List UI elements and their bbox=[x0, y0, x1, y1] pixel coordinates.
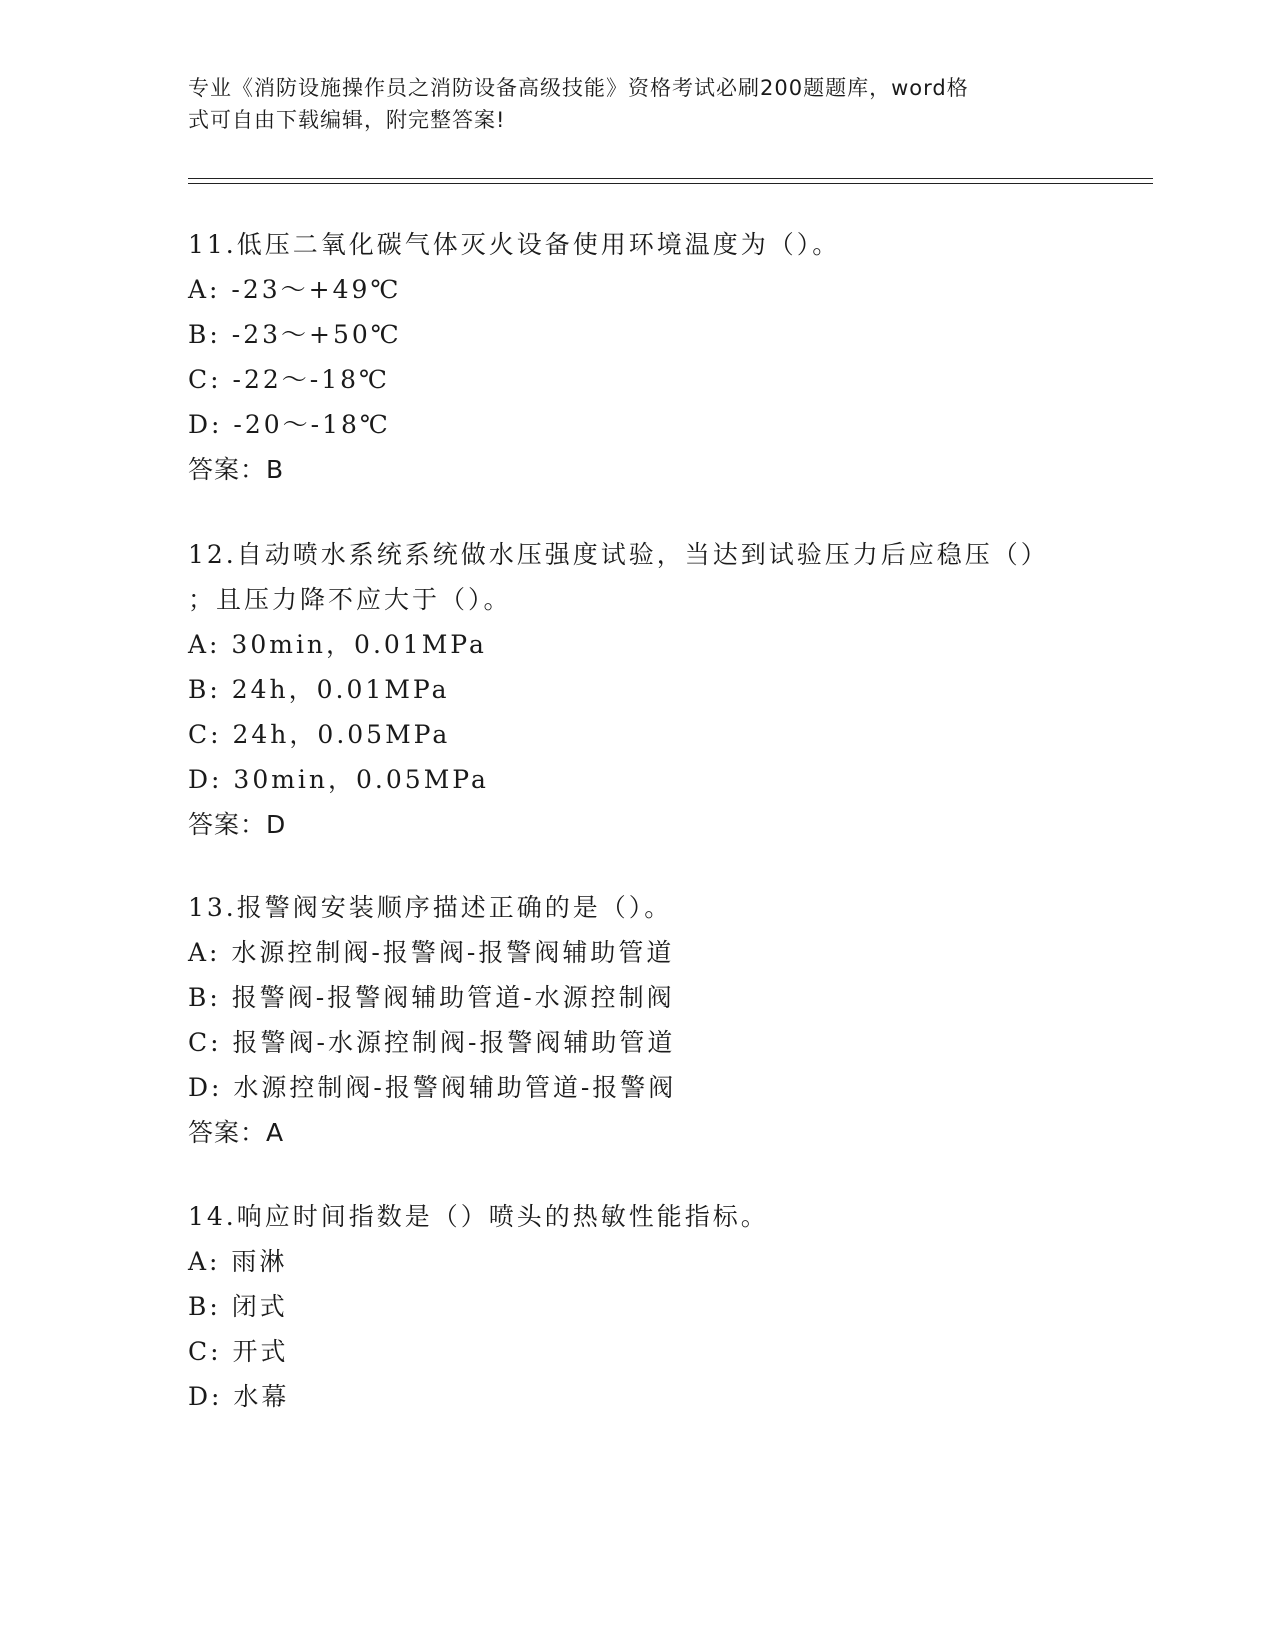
option-a: A: -23～+49℃ bbox=[188, 275, 402, 304]
header-divider-bottom bbox=[188, 183, 1153, 184]
question-stem: 13.报警阀安装顺序描述正确的是（）。 bbox=[188, 893, 673, 922]
answer-line: 答案：A bbox=[188, 1118, 285, 1147]
option-d: D: 水幕 bbox=[188, 1382, 290, 1411]
option-d: D: -20～-18℃ bbox=[188, 410, 391, 439]
option-b: B: 闭式 bbox=[188, 1292, 288, 1321]
header-line-2: 式可自由下载编辑，附完整答案! bbox=[188, 108, 506, 132]
question-13 bbox=[188, 885, 1088, 1155]
option-b: B: -23～+50℃ bbox=[188, 320, 402, 349]
option-a: A: 雨淋 bbox=[188, 1247, 288, 1276]
question-14 bbox=[188, 1194, 1088, 1419]
question-12 bbox=[188, 532, 1088, 847]
option-b: B: 报警阀-报警阀辅助管道-水源控制阀 bbox=[188, 983, 675, 1012]
answer-line: 答案：B bbox=[188, 455, 285, 484]
option-c: C: 开式 bbox=[188, 1337, 289, 1366]
option-d: D: 30min，0.05MPa bbox=[188, 765, 489, 794]
option-d: D: 水源控制阀-报警阀辅助管道-报警阀 bbox=[188, 1073, 677, 1102]
option-c: C: 24h，0.05MPa bbox=[188, 720, 451, 749]
question-stem: 12.自动喷水系统系统做水压强度试验，当达到试验压力后应稳压（） bbox=[188, 540, 1049, 569]
header-line-1: 专业《消防设施操作员之消防设备高级技能》资格考试必刷200题题库，word格 bbox=[188, 76, 969, 100]
option-b: B: 24h，0.01MPa bbox=[188, 675, 450, 704]
answer-line: 答案：D bbox=[188, 810, 287, 839]
header-divider-top bbox=[188, 178, 1153, 179]
question-stem: 14.响应时间指数是（）喷头的热敏性能指标。 bbox=[188, 1202, 769, 1231]
option-c: C: 报警阀-水源控制阀-报警阀辅助管道 bbox=[188, 1028, 676, 1057]
option-a: A: 水源控制阀-报警阀-报警阀辅助管道 bbox=[188, 938, 675, 967]
question-11 bbox=[188, 222, 1088, 492]
question-stem-continued: ；且压力降不应大于（）。 bbox=[188, 585, 512, 614]
question-stem: 11.低压二氧化碳气体灭火设备使用环境温度为（）。 bbox=[188, 230, 841, 259]
document-header bbox=[188, 72, 1088, 136]
option-c: C: -22～-18℃ bbox=[188, 365, 390, 394]
option-a: A: 30min，0.01MPa bbox=[188, 630, 487, 659]
